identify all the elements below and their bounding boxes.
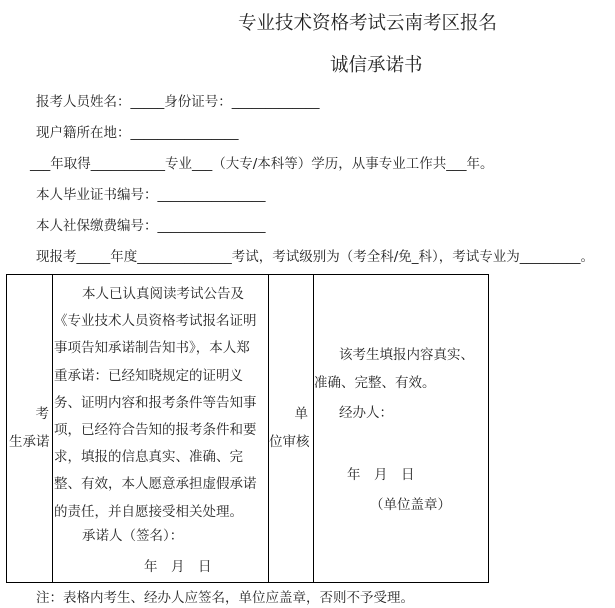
- review-text-2: 准确、完整、有效。: [314, 375, 436, 391]
- field-social-security: 本人社保缴费编号：________________: [36, 218, 266, 234]
- pledge-line: 本人已认真阅读考试公告及: [82, 286, 244, 302]
- pledge-line: 求，填报的信息真实、准确、完: [54, 449, 243, 466]
- note: 注：表格内考生、经办人应签名，单位应盖章，否则不予受理。: [36, 590, 414, 606]
- pledge-date: 年 月 日: [144, 559, 212, 575]
- pledge-line: 事项告知承诺制告知书》，本人郑: [54, 340, 250, 357]
- review-date: 年 月 日: [347, 467, 415, 483]
- candidate-label-2: 生承诺: [9, 434, 50, 450]
- pledger-signature: 承诺人（签名）：: [82, 528, 184, 544]
- pledge-table: [6, 274, 489, 583]
- field-diploma-number: 本人毕业证书编号：________________: [36, 187, 266, 203]
- pledge-line: 整、有效，本人愿意承担虚假承诺: [54, 476, 257, 493]
- field-name-id: 报考人员姓名：_____身份证号：_____________: [36, 94, 320, 110]
- pledge-line: 《专业技术人员资格考试报名证明: [54, 313, 257, 330]
- unit-label-2: 位审核: [269, 434, 310, 450]
- handler-label: 经办人：: [339, 405, 393, 421]
- title-line-1: 专业技术资格考试云南考区报名: [238, 13, 498, 34]
- pledge-cell: [53, 275, 268, 582]
- field-residence: 现户籍所在地：________________: [36, 125, 239, 141]
- review-text-1: 该考生填报内容真实、: [339, 347, 474, 363]
- field-education: ___年取得___________专业___（大专/本科等）学历，从事专业工作共___年。: [30, 156, 494, 172]
- title-line-2: 诚信承诺书: [330, 55, 423, 76]
- pledge-line: 的责任，并自愿接受相关处理。: [54, 503, 243, 520]
- field-exam: 现报考_____年度______________考试，考试级别为（考全科/免_科），考试专业为_________。: [36, 249, 595, 265]
- candidate-label-1: 考: [35, 406, 49, 422]
- unit-label-1: 单: [294, 406, 308, 422]
- pledge-line: 重承诺：已经知晓规定的证明义: [54, 367, 243, 384]
- unit-seal: （单位盖章）: [370, 497, 451, 513]
- pledge-line: 务、证明内容和报考条件等告知事: [54, 394, 257, 411]
- pledge-line: 项，已经符合告知的报考条件和要: [54, 422, 257, 439]
